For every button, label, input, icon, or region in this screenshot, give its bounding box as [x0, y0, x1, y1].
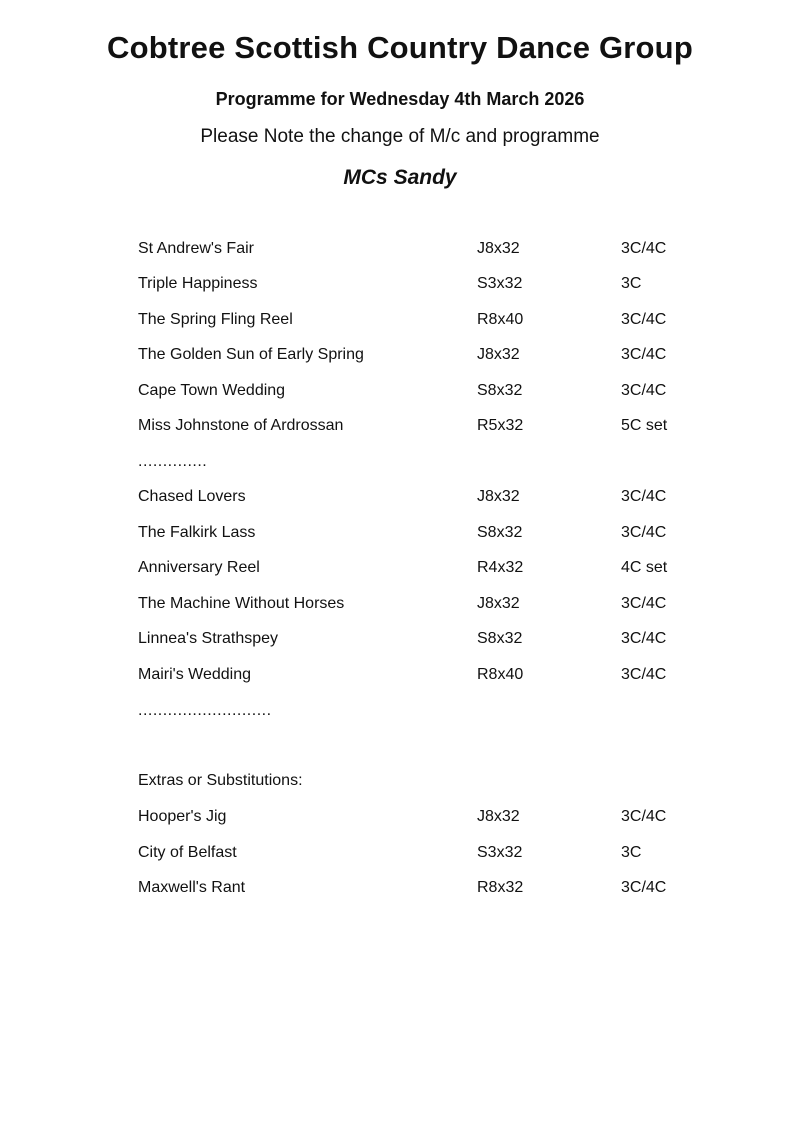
dance-name: The Spring Fling Reel [138, 311, 293, 328]
dance-code: S3x32 [477, 275, 523, 292]
dance-set: 3C/4C [621, 346, 667, 363]
dance-set: 3C/4C [621, 311, 667, 328]
dance-set: 4C set [621, 559, 668, 576]
dance-name: Miss Johnstone of Ardrossan [138, 417, 344, 434]
dance-code: J8x32 [477, 595, 520, 612]
dance-row [0, 592, 800, 616]
page-title: Cobtree Scottish Country Dance Group [107, 30, 693, 65]
dance-code: J8x32 [477, 488, 520, 505]
dance-name: Hooper's Jig [138, 808, 227, 825]
end-separator: ........................... [138, 702, 272, 719]
dance-name: Maxwell's Rant [138, 879, 246, 896]
dance-set: 3C/4C [621, 488, 667, 505]
dance-name: City of Belfast [138, 844, 237, 861]
dance-name: Anniversary Reel [138, 559, 260, 576]
extra-dance-row [0, 805, 800, 829]
programme-date: Programme for Wednesday 4th March 2026 [215, 89, 585, 109]
dance-name: The Falkirk Lass [138, 524, 256, 541]
dance-name: Linnea's Strathspey [138, 630, 279, 647]
extras-heading: Extras or Substitutions: [138, 772, 303, 789]
dance-name: St Andrew's Fair [138, 240, 254, 257]
mcs-name: MCs Sandy [343, 166, 457, 189]
extra-dance-row [0, 841, 800, 865]
dance-name: Cape Town Wedding [138, 382, 286, 399]
dance-set: 3C [621, 844, 642, 861]
dance-set: 3C [621, 275, 642, 292]
dance-set: 3C/4C [621, 630, 667, 647]
dance-code: R8x40 [477, 311, 524, 328]
dance-row [0, 343, 800, 367]
dance-code: J8x32 [477, 240, 520, 257]
dance-code: R8x32 [477, 879, 524, 896]
dance-set: 3C/4C [621, 666, 667, 683]
dance-code: S8x32 [477, 382, 523, 399]
dance-row [0, 308, 800, 332]
change-note: Please Note the change of M/c and programme [200, 126, 600, 147]
dance-code: S8x32 [477, 524, 523, 541]
dance-name: The Golden Sun of Early Spring [138, 346, 364, 363]
dance-name: Chased Lovers [138, 488, 246, 505]
dance-row [0, 272, 800, 296]
dance-row [0, 521, 800, 545]
dance-row [0, 237, 800, 261]
extra-dance-row [0, 876, 800, 900]
dance-row [0, 485, 800, 509]
dance-set: 3C/4C [621, 879, 667, 896]
dance-set: 3C/4C [621, 240, 667, 257]
dance-set: 3C/4C [621, 524, 667, 541]
dance-code: S8x32 [477, 630, 523, 647]
dance-code: J8x32 [477, 346, 520, 363]
dance-code: S3x32 [477, 844, 523, 861]
dance-row [0, 379, 800, 403]
dance-code: R8x40 [477, 666, 524, 683]
dance-set: 3C/4C [621, 808, 667, 825]
dance-row [0, 556, 800, 580]
dance-row [0, 414, 800, 438]
dance-set: 5C set [621, 417, 668, 434]
dance-name: Triple Happiness [138, 275, 258, 292]
dance-name: Mairi's Wedding [138, 666, 252, 683]
dance-row [0, 627, 800, 651]
interval-separator: .............. [138, 453, 208, 470]
dance-set: 3C/4C [621, 382, 667, 399]
dance-row [0, 663, 800, 687]
dance-name: The Machine Without Horses [138, 595, 345, 612]
dance-code: J8x32 [477, 808, 520, 825]
dance-code: R4x32 [477, 559, 524, 576]
dance-code: R5x32 [477, 417, 524, 434]
dance-set: 3C/4C [621, 595, 667, 612]
